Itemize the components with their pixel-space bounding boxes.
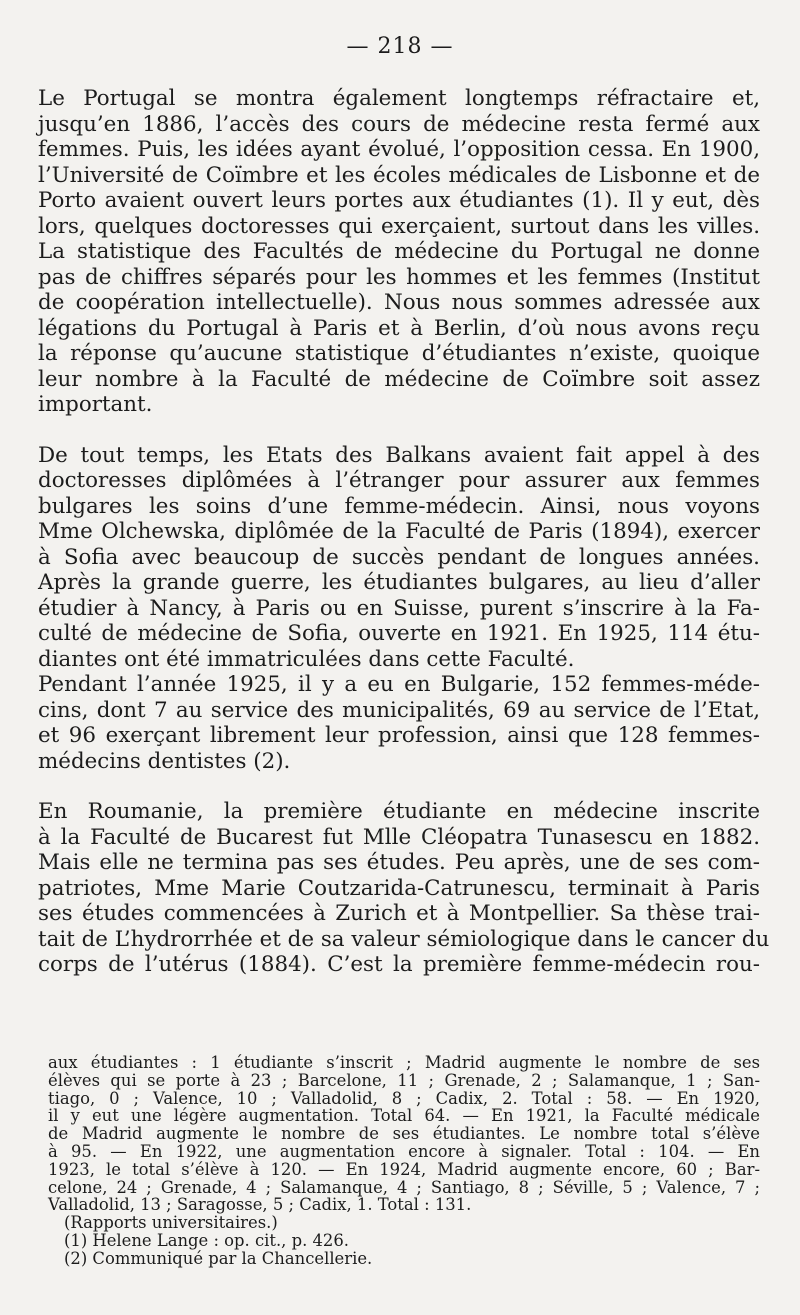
- text-line: médecins dentistes (2).: [38, 748, 291, 774]
- text-line: patriotes, Mme Marie Coutzarida-Catrunescu, terminait à Paris: [38, 875, 760, 901]
- text-line: à Sofia avec beaucoup de succès pendant de longues années.: [38, 544, 760, 570]
- text-line: légations du Portugal à Paris et à Berlin, d’où nous avons reçu: [38, 315, 760, 341]
- text-line: Mais elle ne termina pas ses études. Peu après, une de ses com-: [38, 850, 760, 875]
- text-line: Mme Olchewska, diplômée de la Faculté de Paris (1894), exercer: [38, 519, 760, 544]
- text-line: culté de médecine de Sofia, ouverte en 1921. En 1925, 114 étu-: [38, 621, 760, 646]
- text-line: doctoresses diplômées à l’étranger pour assurer aux femmes: [38, 468, 760, 493]
- text-line: corps de l’utérus (1884). C’est la première femme-médecin rou-: [38, 952, 760, 977]
- text-line: leur nombre à la Faculté de médecine de Coïmbre soit assez: [38, 366, 760, 392]
- text-line: lors, quelques doctoresses qui exerçaient, surtout dans les villes.: [38, 213, 760, 239]
- text-line: De tout temps, les Etats des Balkans avaient fait appel à des: [38, 442, 760, 468]
- text-line: cins, dont 7 au service des municipalités, 69 au service de l’Etat,: [38, 697, 760, 723]
- text-line: de coopération intellectuelle). Nous nous sommes adressée aux: [38, 290, 760, 315]
- footnote-line: celone, 24 ; Grenade, 4 ; Salamanque, 4 ; Santiago, 8 ; Séville, 5 ; Valence, 7 ;: [48, 1177, 760, 1197]
- text-line: Porto avaient ouvert leurs portes aux étudiantes (1). Il y eut, dès: [38, 188, 760, 213]
- text-line: bulgares les soins d’une femme-médecin. Ainsi, nous voyons: [38, 493, 760, 519]
- footnote-line: (2) Communiqué par la Chancellerie.: [64, 1248, 373, 1268]
- paragraph-gap: [38, 774, 760, 799]
- text-line: En Roumanie, la première étudiante en médecine inscrite: [38, 799, 760, 824]
- text-line: diantes ont été immatriculées dans cette Faculté.: [38, 646, 575, 672]
- text-line: Pendant l’année 1925, il y a eu en Bulgarie, 152 femmes-méde-: [38, 672, 760, 697]
- footnotes: [48, 1054, 760, 1268]
- footnote-line: (Rapports universitaires.): [64, 1213, 278, 1233]
- paragraph-gap: [38, 418, 760, 443]
- text-line: pas de chiffres séparés pour les hommes et les femmes (Institut: [38, 264, 760, 290]
- text-line: tait de L’hydrorrhée et de sa valeur sémiologique dans le cancer du: [38, 926, 770, 952]
- text-line: Le Portugal se montra également longtemps réfractaire et,: [38, 86, 760, 111]
- body-text: [38, 86, 770, 978]
- text-line: jusqu’en 1886, l’accès des cours de médecine resta fermé aux: [38, 111, 760, 137]
- text-line: important.: [38, 392, 153, 417]
- text-line: à la Faculté de Bucarest fut Mlle Cléopatra Tunasescu en 1882.: [38, 824, 760, 850]
- text-line: et 96 exerçant librement leur profession, ainsi que 128 femmes-: [38, 723, 760, 748]
- text-line: La statistique des Facultés de médecine du Portugal ne donne: [38, 239, 760, 264]
- text-line: la réponse qu’aucune statistique d’étudiantes n’existe, quoique: [38, 341, 760, 366]
- text-line: étudier à Nancy, à Paris ou en Suisse, purent s’inscrire à la Fa-: [38, 595, 760, 621]
- text-line: ses études commencées à Zurich et à Montpellier. Sa thèse trai-: [38, 901, 760, 926]
- footnote-line: 1923, le total s’élève à 120. — En 1924, Madrid augmente encore, 60 ; Bar-: [48, 1159, 760, 1179]
- footnote-line: aux étudiantes : 1 étudiante s’inscrit ; Madrid augmente le nombre de ses: [48, 1053, 760, 1072]
- page-number: — 218 —: [346, 34, 454, 59]
- footnote-line: à 95. — En 1922, une augmentation encore à signaler. Total : 104. — En: [48, 1141, 760, 1161]
- footnote-line: élèves qui se porte à 23 ; Barcelone, 11 ; Grenade, 2 ; Salamanque, 1 ; San-: [48, 1070, 760, 1090]
- text-line: l’Université de Coïmbre et les écoles médicales de Lisbonne et de: [38, 162, 760, 188]
- footnote-line: il y eut une légère augmentation. Total 64. — En 1921, la Faculté médicale: [48, 1106, 760, 1126]
- footnote-line: Valladolid, 13 ; Saragosse, 5 ; Cadix, 1. Total : 131.: [48, 1195, 472, 1215]
- footnote-line: (1) Helene Lange : op. cit., p. 426.: [64, 1230, 350, 1250]
- footnote-line: de Madrid augmente le nombre de ses étudiantes. Le nombre total s’élève: [48, 1124, 760, 1144]
- text-line: femmes. Puis, les idées ayant évolué, l’opposition cessa. En 1900,: [38, 137, 760, 162]
- footnote-line: tiago, 0 ; Valence, 10 ; Valladolid, 8 ; Cadix, 2. Total : 58. — En 1920,: [48, 1088, 760, 1108]
- text-line: Après la grande guerre, les étudiantes bulgares, au lieu d’aller: [38, 570, 760, 595]
